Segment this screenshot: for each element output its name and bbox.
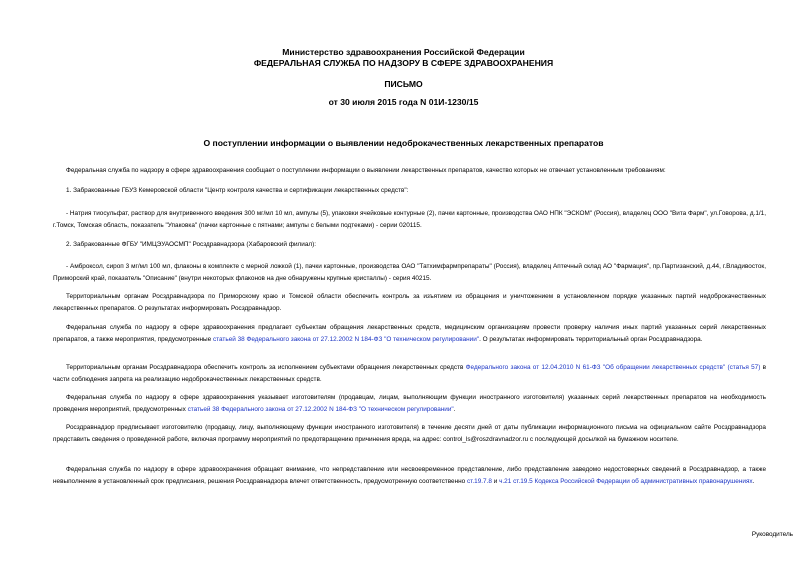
ministry-name: Министерство здравоохранения Российской Федерации [282,47,525,57]
link-article-19-7-8[interactable]: ст.19.7.8 [466,477,492,485]
document-date-number: от 30 июля 2015 года N 01И-1230/15 [328,97,479,107]
paragraph-item-2-heading: 2. Забракованные ФГБУ "ИМЦЭУАОСМП" Росздравнадзора (Хабаровский филиал): [66,241,317,248]
paragraph-item-1-heading: 1. Забракованные ГБУЗ Кемеровской области "Центр контроля качества и сертификации лекарственных средств": [66,187,409,194]
paragraph-manufacturers: Федеральная служба по надзору в сфере здравоохранения указывает изготовителям (продавцам, лицам, выполняющим функции иностранного изготовителя) указанных серий лекарственных препаратов на необходимость проведения мероприятий, предусмотренных статьей 38 Федерального закона от 27.12.2002 N 184-ФЗ "О техническом регулировании". [53,394,766,413]
paragraph-item-1-drug: - Натрия тиосульфат, раствор для внутривенного введения 300 мг/мл 10 мл, ампулы (5), упаковки ячейковые контурные (2), пачки картонные, производства ОАО НПК "ЭСКОМ" (Россия), владелец ООО "Вита Фарм", ул.Говорова, д.1/1, г.Томск, Томская область, показатель "Упаковка" (пачки картонные с пятнами; ампулы с белыми подтеками) - серии 020115. [53,210,766,229]
link-article-57[interactable]: (статья 57) [727,364,761,371]
link-article-38-184fz[interactable]: статьей 38 Федерального закона от 27.12.2002 N 184-ФЗ "О техническом регулировании" [212,335,480,343]
link-article-19-5-koap[interactable]: ч.21 ст.19.5 Кодекса Российской Федерации об административных правонарушениях [499,477,753,485]
paragraph-subjects-check: Федеральная служба по надзору в сфере здравоохранения предлагает субъектам обращения лекарственных средств, медицинским организациям провести проверку наличия иных партий указанных серий лекарственных препаратов, а также мероприятия, предусмотренные статьей 38 Федерального закона от 27.12.2002 N 184-ФЗ "О техническом регулировании". О результатах информировать территориальный орган Росздравнадзора. [53,324,766,343]
service-name: ФЕДЕРАЛЬНАЯ СЛУЖБА ПО НАДЗОРУ В СФЕРЕ ЗДРАВООХРАНЕНИЯ [253,58,554,68]
paragraph-law-enforcement: Территориальным органам Росздравнадзора обеспечить контроль за исполнением субъектами обращения лекарственных средств Федерального закона от 12.04.2010 N 61-ФЗ "Об обращении лекарственных средств" (статья 57) в части соблюдения запрета на реализацию недоброкачественных лекарственных средств. [53,364,767,383]
paragraph-prescription: Росздравнадзор предписывает изготовителю (продавцу, лицу, выполняющему функции иностранного изготовителя) в течение десяти дней от даты публикации информационного письма на официальном сайте Росздравнадзора представить сведения о проведенной работе, включая программу мероприятий по предотвращению причинения вреда, на адрес: control_ls@roszdravnadzor.ru с последующей досылкой на бумажном носителе. [53,424,766,443]
signature-title: Руководитель [751,531,793,538]
document-type: ПИСЬМО [384,79,423,89]
paragraph-responsibility: Федеральная служба по надзору в сфере здравоохранения обращает внимание, что непредставление или несвоевременное представление, либо представление заведомо недостоверных сведений в Росздравнадзор, а также невыполнение в установленный срок предписания, решения Росздравнадзора влечет ответственность, предусмотренную соответственно ст.19.7.8 и ч.21 ст.19.5 Кодекса Российской Федерации об административных правонарушениях. [53,466,766,485]
link-article-38-184fz-2[interactable]: статьей 38 Федерального закона от 27.12.2002 N 184-ФЗ "О техническом регулировании" [187,405,454,413]
paragraph-territorial-control: Территориальным органам Росздравнадзора по Приморскому краю и Томской области обеспечить контроль за изъятием из обращения и уничтожением в установленном порядке указанных партий недоброкачественных лекарственных препаратов. О результатах информировать Росздравнадзор. [53,293,766,312]
document-subject: О поступлении информации о выявлении недоброкачественных лекарственных препаратов [203,138,604,148]
link-federal-law-61fz[interactable]: Федерального закона от 12.04.2010 N 61-ФЗ "Об обращении лекарственных средств" [465,364,726,371]
paragraph-item-2-drug: - Амброксол, сироп 3 мг/мл 100 мл, флаконы в комплекте с мерной ложкой (1), пачки картонные, производства ОАО "Татхимфармпрепараты" (Россия), владелец Аптечный склад АО "Фармация", пр.Партизанский, д.44, г.Владивосток, Приморский край, показатель "Описание" (внутри некоторых флаконов на дне обнаружены крупные кристаллы) - серия 40215. [53,263,766,282]
paragraph-intro: Федеральная служба по надзору в сфере здравоохранения сообщает о поступлении информации о выявлении лекарственных препаратов, качество которых не отвечает установленным требованиям: [66,167,666,174]
